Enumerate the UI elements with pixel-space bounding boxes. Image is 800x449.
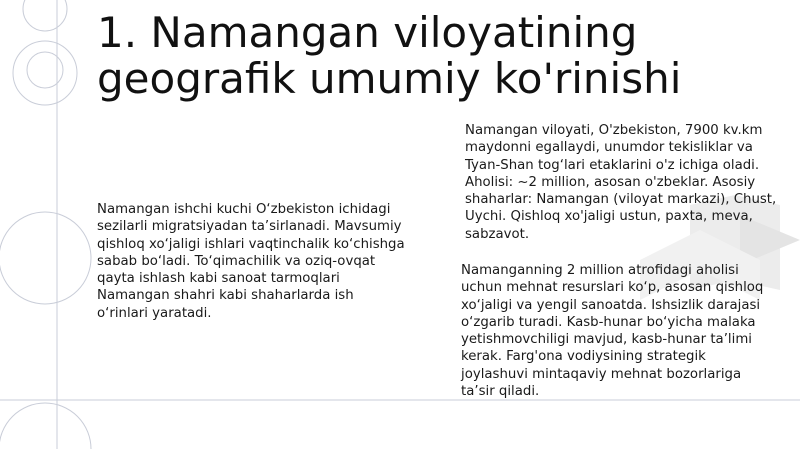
deco-circle-bottom (0, 212, 91, 304)
paragraph-migration: Namangan ishchi kuchi O‘zbekiston ichidagi sezilarli migratsiyadan ta’sirlanadi. Mavsumiy qishloq xo‘jaligi ishlari vaqtinchalik ko‘chishga sabab bo‘ladi. To‘qimachilik va oziq-ovqat qayta ishlash kabi sanoat tarmoqlari Namangan shahri kabi shaharlarda ish o‘rinlari yaratadi. (97, 202, 405, 321)
paragraph-overview: Namangan viloyati, O'zbekiston, 7900 kv.km maydonni egallaydi, unumdor tekisliklar va Tyan-Shan tog‘lari etaklarini o'z ichiga oladi. Aholisi: ~2 million, asosan o'zbeklar. Asosiy shaharlar: Namangan (viloyat markazi), Chust, Uychi. Qishloq xo'jaligi ustun, paxta, meva, sabzavot. (465, 123, 777, 242)
deco-circle-mid (27, 52, 63, 88)
paragraph-labor-resources: Namanganning 2 million atrofidagi aholisi uchun mehnat resurslari ko‘p, asosan qishloq xo‘jaligi va yengil sanoatda. Ishsizlik darajasi o‘zgarib turadi. Kasb-hunar bo‘yicha malaka yetishmovchiligi mavjud, kasb-hunar ta’limi kerak. Farg'ona vodiysining strategik joylashuvi mintaqaviy mehnat bozorlariga ta’sir qiladi. (461, 263, 764, 400)
deco-circle-corner (0, 403, 91, 449)
deco-circle-large (13, 41, 77, 105)
slide-title: 1. Namangan viloyatining geografik umumiy ko'rinishi (97, 8, 682, 103)
deco-circle-small (23, 0, 67, 31)
